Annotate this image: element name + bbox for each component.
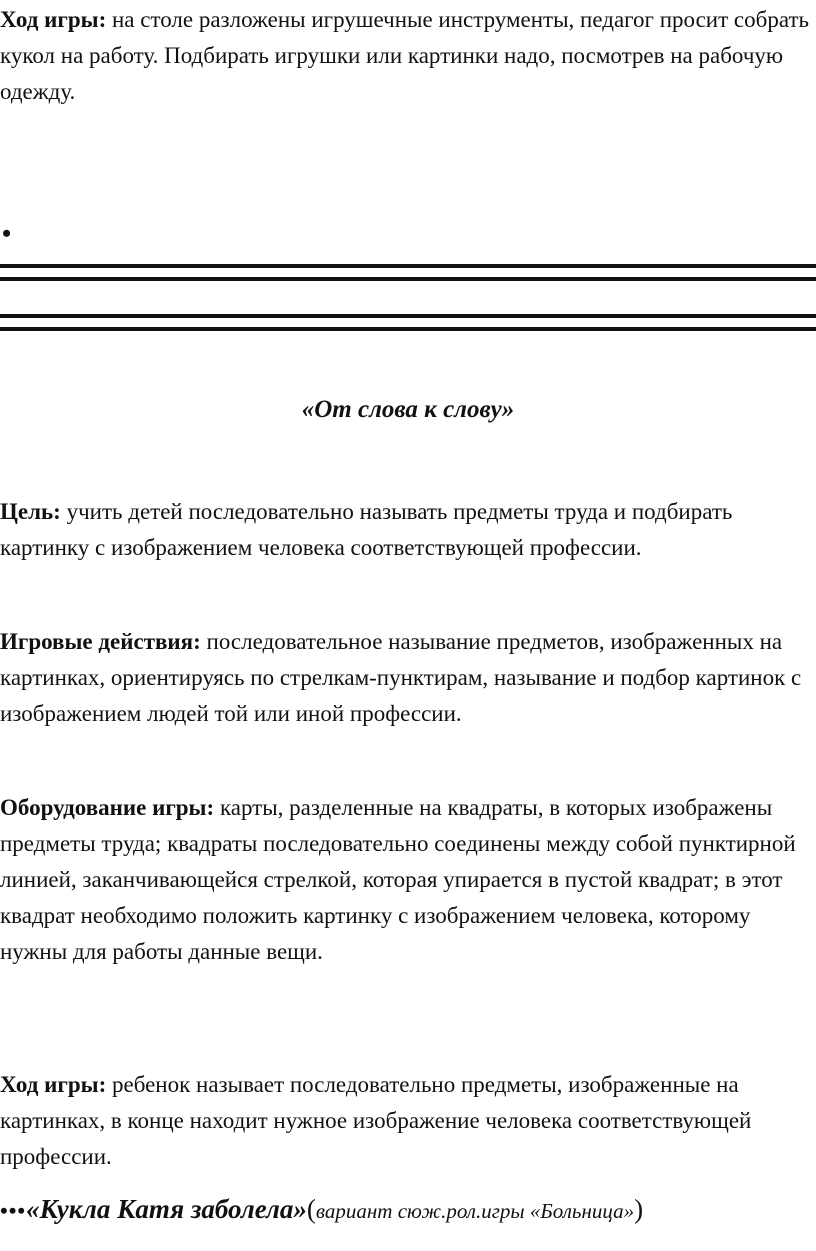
equipment-paragraph [0,790,814,970]
actions-label: Игровые действия: [0,629,201,654]
double-divider-top [0,264,816,281]
game-progress-label-2: Ход игры: [0,1072,107,1097]
goal-paragraph [0,494,814,566]
bullet-marker: • [2,219,12,248]
game-title: «От слова к слову» [301,396,515,423]
next-game-heading [0,1191,816,1229]
double-divider-bottom [0,314,816,331]
actions-text: последовательное называние предметов, изображенных на картинках, ориентируясь по стрелкам-пунктирам, называние и подбор картинок с изображением людей той или иной профессии. [0,629,802,726]
game-progress-label: Ход игры: [0,7,107,32]
equipment-text: карты, разделенные на квадраты, в которых изображены предметы труда; квадраты последовательно соединены между собой пунктирной линией, заканчивающейся стрелкой, которая упирается в пустой квадрат; в этот квадрат необходимо положить картинку с изображением человека, которому нужны для работы данные вещи. [0,795,796,964]
game-progress-paragraph-1 [0,2,814,110]
game-progress-text-2: ребенок называет последовательно предметы, изображенные на картинках, в конце находит нужное изображение человека соответствующей профессии. [0,1072,752,1169]
game-progress-text: на столе разложены игрушечные инструменты, педагог просит собрать кукол на работу. Подбирать игрушки или картинки надо, посмотрев на рабочую одежду. [0,7,809,104]
actions-paragraph [0,624,814,732]
game-progress-paragraph-2 [0,1067,814,1175]
equipment-label: Оборудование игры: [0,795,215,820]
paren-close: ) [634,1194,644,1224]
next-game-variant: вариант сюж.рол.игры «Больница» [315,1199,635,1223]
bullet-markers: ••• [0,1198,27,1223]
goal-label: Цель: [0,499,61,524]
goal-text: учить детей последовательно называть предметы труда и подбирать картинку с изображением человека соответствующей профессии. [0,499,733,560]
next-game-title: «Кукла Катя заболела» [26,1194,307,1224]
paren-open: ( [306,1194,316,1224]
